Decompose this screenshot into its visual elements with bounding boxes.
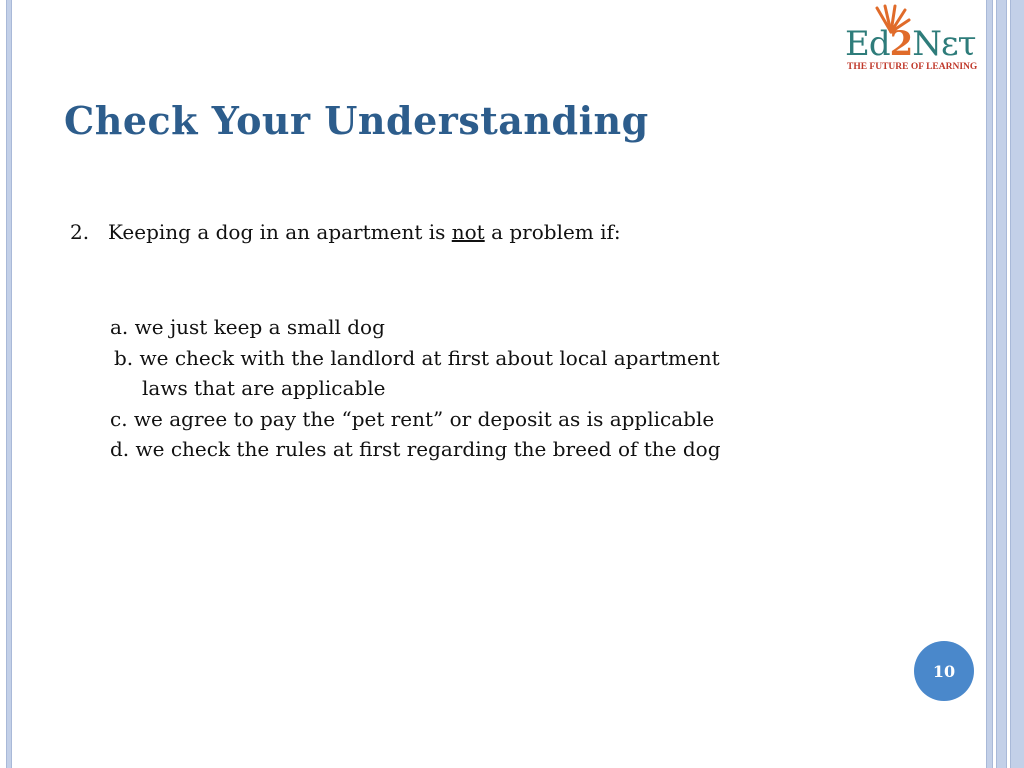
logo-suffix: Nετ xyxy=(912,24,976,64)
logo-prefix: Ed xyxy=(845,24,890,64)
option-b: b. we check with the landlord at first about local apartment xyxy=(114,345,720,370)
logo-wordmark xyxy=(845,24,975,64)
question-emphasis: not xyxy=(451,220,485,244)
option-c: c. we agree to pay the “pet rent” or deposit as is applicable xyxy=(110,406,715,431)
logo-two: 2 xyxy=(889,24,913,64)
question-text-after: a problem if: xyxy=(484,220,621,244)
right-frame-stripe xyxy=(986,0,993,768)
question-text-before: Keeping a dog in an apartment is xyxy=(108,220,452,244)
logo-tagline: THE FUTURE OF LEARNING xyxy=(847,62,978,72)
question-number: 2. xyxy=(70,220,90,244)
option-d: d. we check the rules at first regarding the breed of the dog xyxy=(110,437,721,461)
slide-title: Check Your Understanding xyxy=(64,98,649,143)
option-b-continued: laws that are applicable xyxy=(142,376,386,400)
answer-options xyxy=(110,312,721,465)
option-a: a. we just keep a small dog xyxy=(110,315,385,339)
page-number-badge: 10 xyxy=(914,641,974,701)
ed2net-logo xyxy=(845,4,980,76)
left-frame-stripe xyxy=(6,0,12,768)
right-frame-stripe-3 xyxy=(1010,0,1024,768)
question xyxy=(70,220,621,244)
right-frame-stripe-2 xyxy=(996,0,1007,768)
